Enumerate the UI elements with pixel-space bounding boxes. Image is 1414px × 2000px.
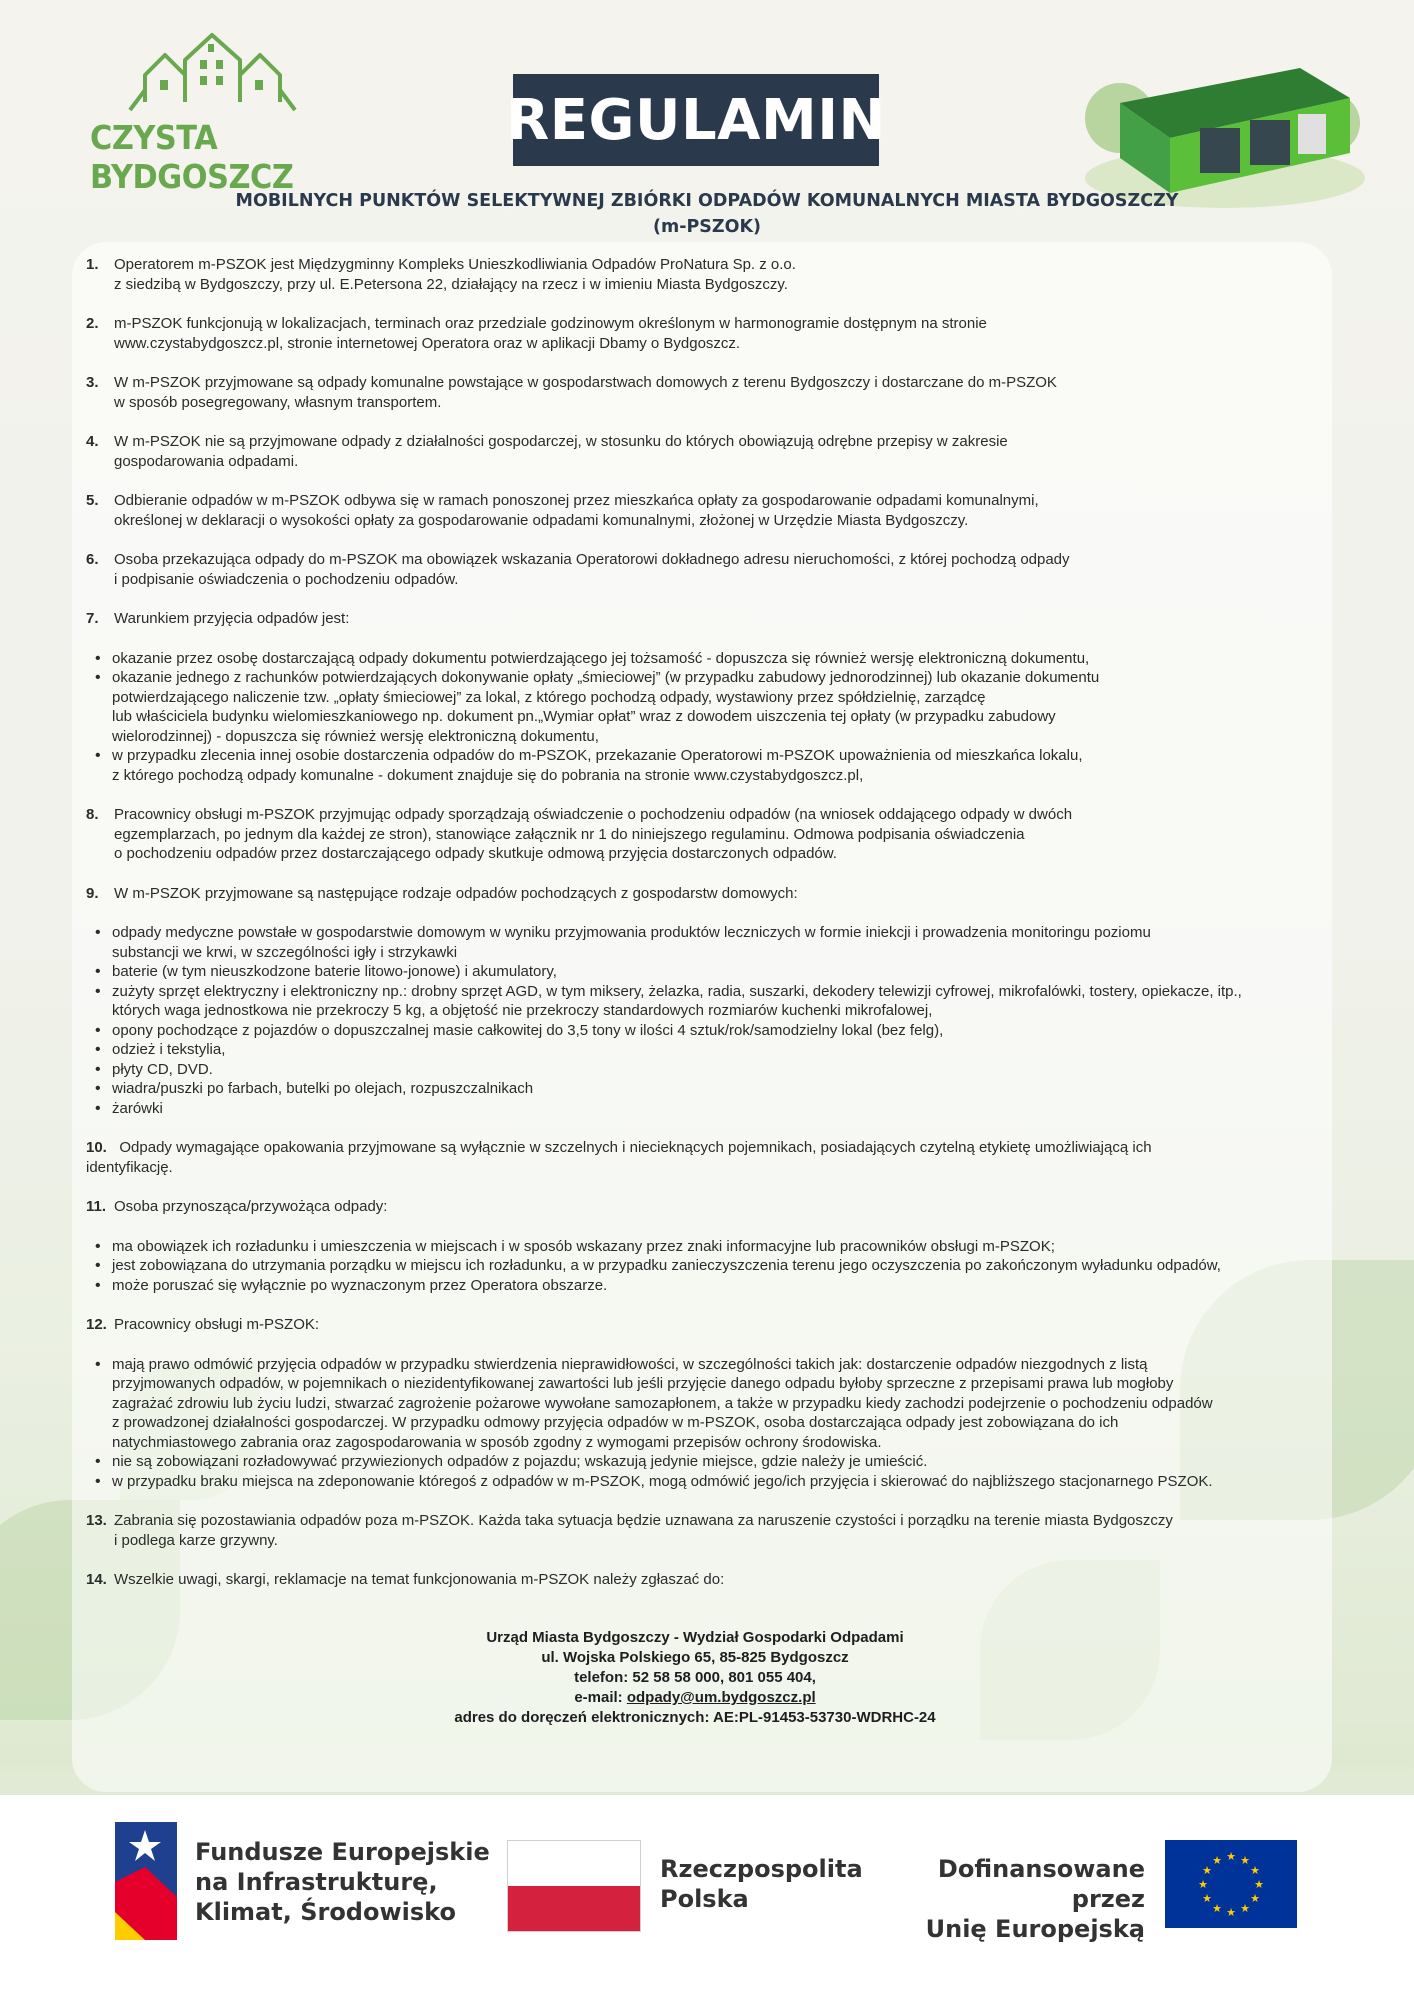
rule-number: 8. bbox=[86, 806, 99, 823]
list-item bbox=[112, 923, 1336, 962]
houses-logo-icon bbox=[90, 30, 360, 120]
list-item bbox=[112, 1060, 1336, 1080]
rule-text: Osoba przynosząca/przywożąca odpady: bbox=[114, 1198, 388, 1215]
contact-phone: telefon: 52 58 58 000, 801 055 404, bbox=[574, 1669, 816, 1686]
svg-text:★: ★ bbox=[1250, 1892, 1260, 1905]
list-line: • odzież i tekstylia, bbox=[112, 1041, 226, 1058]
footer-text-line: Unię Europejską bbox=[925, 1915, 1145, 1943]
list-item bbox=[112, 1256, 1336, 1276]
contact-address: ul. Wojska Polskiego 65, 85-825 Bydgoszcz bbox=[541, 1649, 849, 1666]
rule-text: określonej w deklaracji o wysokości opłaty za gospodarowanie odpadami komunalnymi, złożonej w Urzędzie Miasta Bydgoszczy. bbox=[114, 511, 969, 529]
list-line: substancji we krwi, w szczególności igły i strzykawki bbox=[112, 943, 458, 961]
rule-number: 9. bbox=[86, 884, 99, 902]
footer-text-line: Fundusze Europejskie bbox=[195, 1838, 490, 1866]
rule-text: Zabrania się pozostawiania odpadów poza m-PSZOK. Każda taka sytuacja będzie uznawana za naruszenie czystości i porządku na terenie miasta Bydgoszczy bbox=[114, 1512, 1173, 1529]
list-line: których waga jednostkowa nie przekroczy 5 kg, a objętość nie przekroczy standardowych rozmiarów kuchenki mikrofalowej, bbox=[112, 1002, 933, 1019]
rule-item-14 bbox=[86, 1570, 1336, 1590]
list-item bbox=[112, 1237, 1336, 1257]
list-line: • mają prawo odmówić przyjęcia odpadów w przypadku stwierdzenia nieprawidłowości, w szczególności takich jak: dostarczenie odpadów niezgodnych z listą bbox=[112, 1355, 1148, 1373]
svg-text:★: ★ bbox=[1202, 1864, 1212, 1877]
rule-item-10 bbox=[86, 1138, 1336, 1177]
contact-block bbox=[300, 1628, 1090, 1728]
rule-number: 14. bbox=[86, 1571, 107, 1588]
eu-flag-icon bbox=[1165, 1840, 1297, 1928]
list-line: • wiadra/puszki po farbach, butelki po olejach, rozpuszczalnikach bbox=[112, 1080, 534, 1097]
rule-item-9 bbox=[86, 884, 1336, 904]
list-item bbox=[112, 649, 1336, 669]
rule-text: o pochodzeniu odpadów przez dostarczającego odpady skutkuje odmową przyjęcia dostarczonych odpadów. bbox=[114, 845, 837, 862]
rule-text: Osoba przekazująca odpady do m-PSZOK ma obowiązek wskazania Operatorowi dokładnego adresu nieruchomości, z której pochodzą odpady bbox=[114, 551, 1070, 568]
rule-text: w sposób posegregowany, własnym transportem. bbox=[114, 393, 442, 411]
footer-text-line: Rzeczpospolita bbox=[660, 1855, 863, 1883]
contact-office: Urząd Miasta Bydgoszczy - Wydział Gospodarki Odpadami bbox=[486, 1629, 904, 1646]
rule-7-list bbox=[86, 649, 1336, 786]
rule-item-1 bbox=[86, 255, 1336, 294]
list-line: • baterie (w tym nieuszkodzone baterie litowo-jonowe) i akumulatory, bbox=[112, 963, 557, 980]
rule-text: Warunkiem przyjęcia odpadów jest: bbox=[114, 610, 350, 627]
list-line: • opony pochodzące z pojazdów o dopuszczalnej masie całkowitej do 3,5 tony w ilości 4 sztuk/rok/samodzielny lokal (bez felg), bbox=[112, 1021, 944, 1039]
rule-item-13 bbox=[86, 1511, 1336, 1550]
rule-text: www.czystabydgoszcz.pl, stronie internetowej Operatora oraz w aplikacji Dbamy o Bydgoszcz. bbox=[114, 334, 741, 352]
rule-item-4 bbox=[86, 432, 1336, 471]
email-label: e-mail: bbox=[574, 1689, 627, 1706]
regulations-content bbox=[86, 255, 1336, 1610]
rule-text: Odbieranie odpadów w m-PSZOK odbywa się w ramach ponoszonej przez mieszkańca opłaty za gospodarowanie odpadami komunalnymi, bbox=[114, 492, 1039, 509]
rule-text: W m-PSZOK przyjmowane są odpady komunalne powstające w gospodarstwach domowych z terenu Bydgoszczy i dostarczane do m-PSZOK bbox=[114, 374, 1057, 391]
european-funds-logo-icon bbox=[115, 1822, 177, 1940]
list-line: wielorodzinnej) - dopuszcza się również wersję elektroniczną dokumentu, bbox=[112, 727, 599, 745]
rule-text: i podlega karze grzywny. bbox=[114, 1531, 278, 1549]
mobile-container-illustration bbox=[1080, 28, 1370, 208]
svg-text:★: ★ bbox=[1202, 1892, 1212, 1905]
list-line: • może poruszać się wyłącznie po wyznaczonym przez Operatora obszarze. bbox=[112, 1276, 608, 1294]
svg-text:★: ★ bbox=[1226, 1906, 1236, 1919]
list-line: • zużyty sprzęt elektryczny i elektroniczny np.: drobny sprzęt AGD, w tym miksery, żelazka, radia, suszarki, dekodery telewizji cyfrowej, mikrofalówki, tostery, opiekacze, itp., bbox=[112, 982, 1242, 1000]
list-item bbox=[112, 1276, 1336, 1296]
list-line: zagrażać zdrowiu lub życiu ludzi, stwarzać zagrożenie pożarowe wywołane samozapłonem, a także w przypadku kiedy zachodzi podejrzenie o pochodzeniu odpadów bbox=[112, 1394, 1213, 1412]
list-line: • w przypadku braku miejsca na zdeponowanie któregoś z odpadów w m-PSZOK, mogą odmówić jego/ich przyjęcia i skierować do najbliższego stacjonarnego PSZOK. bbox=[112, 1472, 1213, 1490]
list-item bbox=[112, 1040, 1336, 1060]
polish-flag-icon bbox=[507, 1840, 641, 1932]
subtitle-abbrev: (m-PSZOK) bbox=[652, 217, 762, 237]
footer-text-line: na Infrastrukturę, bbox=[195, 1868, 438, 1896]
czysta-bydgoszcz-logo bbox=[90, 30, 360, 196]
logo-text: CZYSTA BYDGOSZCZ bbox=[90, 118, 294, 196]
svg-text:★: ★ bbox=[1212, 1902, 1222, 1915]
rule-12-list bbox=[86, 1355, 1336, 1492]
list-line: • żarówki bbox=[112, 1099, 163, 1117]
svg-text:★: ★ bbox=[1226, 1850, 1236, 1863]
rule-text: Odpady wymagające opakowania przyjmowane są wyłącznie w szczelnych i niecieknących pojemnikach, posiadających czytelną etykietę umożliwiającą ich bbox=[119, 1139, 1152, 1156]
rule-number: 12. bbox=[86, 1316, 107, 1333]
list-line: • jest zobowiązana do utrzymania porządku w miejscu ich rozładunku, a w przypadku zanieczyszczenia terenu jego oczyszczenia po zakończonym wyładunku odpadów, bbox=[112, 1257, 1221, 1274]
rule-number: 1. bbox=[86, 256, 99, 273]
european-funds-text bbox=[195, 1837, 490, 1927]
rule-item-11 bbox=[86, 1197, 1336, 1217]
rule-text: Operatorem m-PSZOK jest Międzygminny Kompleks Unieszkodliwiania Odpadów ProNatura Sp. z o.o. bbox=[114, 256, 796, 273]
rule-text: egzemplarzach, po jednym dla każdej ze stron), stanowiące załącznik nr 1 do niniejszego regulaminu. Odmowa podpisania oświadczenia bbox=[114, 825, 1025, 843]
list-line: • odpady medyczne powstałe w gospodarstwie domowym w wyniku przyjmowania produktów leczniczych w formie iniekcji i prowadzenia monitoringu poziomu bbox=[112, 924, 1151, 941]
svg-text:★: ★ bbox=[1198, 1878, 1208, 1891]
contact-email-line bbox=[300, 1688, 1090, 1708]
rule-text: i podpisanie oświadczenia o pochodzeniu odpadów. bbox=[114, 570, 459, 588]
svg-text:★: ★ bbox=[1240, 1902, 1250, 1915]
list-item bbox=[112, 746, 1336, 785]
rule-item-3 bbox=[86, 373, 1336, 412]
rule-number: 2. bbox=[86, 315, 99, 332]
rule-number: 13. bbox=[86, 1512, 107, 1529]
svg-text:★: ★ bbox=[1254, 1878, 1264, 1891]
list-item bbox=[112, 1021, 1336, 1041]
list-line: z którego pochodzą odpady komunalne - dokument znajduje się do pobrania na stronie www.czystabydgoszcz.pl, bbox=[112, 766, 864, 784]
rule-item-2 bbox=[86, 314, 1336, 353]
list-line: • nie są zobowiązani rozładowywać przywiezionych odpadów z pojazdu; wskazują jedynie miejsce, gdzie należy je umieścić. bbox=[112, 1453, 928, 1470]
rule-text: identyfikację. bbox=[86, 1158, 173, 1176]
list-item bbox=[112, 1099, 1336, 1119]
rule-item-7 bbox=[86, 609, 1336, 629]
list-line: przyjmowanych odpadów, w pojemnikach o niezidentyfikowanej zawartości lub jeśli przyjęcie danego odpadu byłoby sprzeczne z przepisami prawa lub mogłoby bbox=[112, 1375, 1174, 1392]
rule-item-8 bbox=[86, 805, 1336, 864]
subtitle-line: MOBILNYCH PUNKTÓW SELEKTYWNEJ ZBIÓRKI ODPADÓW KOMUNALNYCH MIASTA BYDGOSZCZY bbox=[235, 191, 1179, 211]
list-line: z prowadzonej działalności gospodarczej. W przypadku odmowy przyjęcia odpadów w m-PSZOK, osoba dostarczająca odpady jest zobowiązana do ich bbox=[112, 1414, 1119, 1431]
list-line: potwierdzającego naliczenie tzw. „opłaty śmieciowej” za lokal, z którego pochodzą odpady, wystawiony przez spółdzielnię, zarządcę bbox=[112, 688, 986, 706]
rule-number: 6. bbox=[86, 551, 99, 568]
list-item bbox=[112, 982, 1336, 1021]
list-line: • płyty CD, DVD. bbox=[112, 1060, 213, 1078]
contact-edelivery: adres do doręczeń elektronicznych: AE:PL-91453-53730-WDRHC-24 bbox=[454, 1709, 936, 1726]
list-item bbox=[112, 1355, 1336, 1453]
svg-text:★: ★ bbox=[1212, 1854, 1222, 1867]
rule-item-5 bbox=[86, 491, 1336, 530]
list-item bbox=[112, 668, 1336, 746]
rule-9-list bbox=[86, 923, 1336, 1118]
eu-funding-text bbox=[880, 1854, 1145, 1944]
page-title: REGULAMIN bbox=[513, 74, 879, 166]
rule-text: z siedzibą w Bydgoszczy, przy ul. E.Petersona 22, działający na rzecz i w imieniu Miasta Bydgoszczy. bbox=[114, 275, 788, 293]
list-item bbox=[112, 962, 1336, 982]
list-item bbox=[112, 1079, 1336, 1099]
rule-text: gospodarowania odpadami. bbox=[114, 452, 299, 470]
rule-number: 5. bbox=[86, 492, 99, 509]
rule-text: Pracownicy obsługi m-PSZOK: bbox=[114, 1316, 320, 1333]
rule-text: Pracownicy obsługi m-PSZOK przyjmując odpady sporządzają oświadczenie o pochodzeniu odpadów (na wniosek oddającego odpady w dwóch bbox=[114, 806, 1073, 823]
rule-text: W m-PSZOK przyjmowane są następujące rodzaje odpadów pochodzących z gospodarstw domowych: bbox=[114, 884, 798, 902]
page-subtitle bbox=[180, 188, 1234, 240]
rule-text: W m-PSZOK nie są przyjmowane odpady z działalności gospodarczej, w stosunku do których obowiązują odrębne przepisy w zakresie bbox=[114, 433, 1008, 450]
list-line: natychmiastowego zabrania oraz zagospodarowania w sposób zgodny z wymogami przepisów ochrony środowiska. bbox=[112, 1433, 882, 1451]
rule-number: 4. bbox=[86, 433, 99, 450]
svg-text:★: ★ bbox=[1240, 1854, 1250, 1867]
rule-item-12 bbox=[86, 1315, 1336, 1335]
rule-text: Wszelkie uwagi, skargi, reklamacje na temat funkcjonowania m-PSZOK należy zgłaszać do: bbox=[114, 1571, 725, 1588]
list-line: • okazanie jednego z rachunków potwierdzających dokonywanie opłaty „śmieciowej” (w przypadku zabudowy jednorodzinnej) lub okazanie dokumentu bbox=[112, 669, 1100, 686]
list-line: okazanie przez osobę dostarczającą odpady dokumentu potwierdzającego jej tożsamość - dopuszcza się również wersję elektroniczną dokumentu, bbox=[112, 649, 1090, 667]
list-item bbox=[112, 1472, 1336, 1492]
rule-number: 10. bbox=[86, 1139, 107, 1156]
footer-text-line: Klimat, Środowisko bbox=[195, 1898, 456, 1926]
rule-item-6 bbox=[86, 550, 1336, 589]
list-line: lub właściciela budynku wielomieszkaniowego np. dokument pn.„Wymiar opłat” wraz z dowodem uiszczenia tej opłaty (w przypadku zabudowy bbox=[112, 708, 1056, 725]
svg-text:★: ★ bbox=[1250, 1864, 1260, 1877]
footer-text-line: Dofinansowane przez bbox=[937, 1855, 1145, 1913]
rule-number: 3. bbox=[86, 374, 99, 391]
rule-text: m-PSZOK funkcjonują w lokalizacjach, terminach oraz przedziale godzinowym określonym w harmonogramie dostępnym na stronie bbox=[114, 315, 987, 332]
list-item bbox=[112, 1452, 1336, 1472]
rule-number: 11. bbox=[86, 1198, 107, 1215]
list-line: • w przypadku zlecenia innej osobie dostarczenia odpadów do m-PSZOK, przekazanie Operatorowi m-PSZOK upoważnienia od mieszkańca lokalu, bbox=[112, 747, 1083, 764]
rule-11-list bbox=[86, 1237, 1336, 1296]
rzeczpospolita-text bbox=[660, 1854, 863, 1914]
email-link[interactable]: odpady@um.bydgoszcz.pl bbox=[626, 1689, 816, 1706]
list-line: • ma obowiązek ich rozładunku i umieszczenia w miejscach i w sposób wskazany przez znaki informacyjne lub pracowników obsługi m-PSZOK; bbox=[112, 1237, 1055, 1255]
footer-text-line: Polska bbox=[660, 1885, 749, 1913]
rule-number: 7. bbox=[86, 610, 99, 627]
